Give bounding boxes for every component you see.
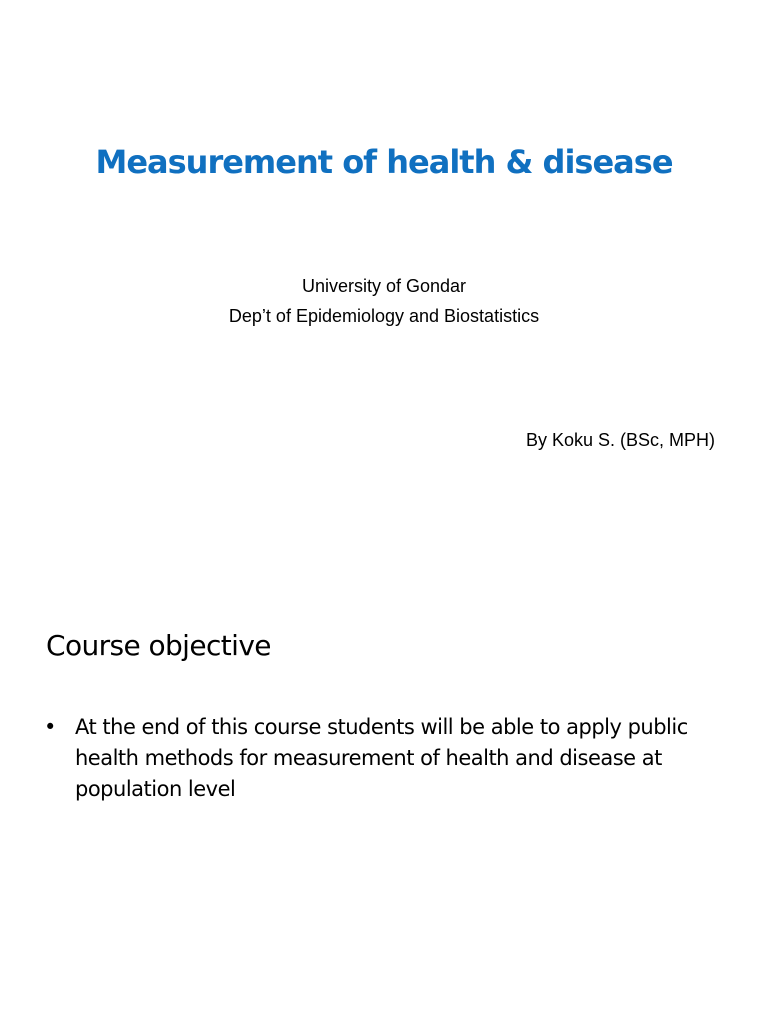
department-name: Dep’t of Epidemiology and Biostatistics bbox=[228, 306, 540, 326]
bullet-text: At the end of this course students will be able to apply public health methods for measurement of health and disease at population level bbox=[75, 715, 688, 801]
bullet-list bbox=[40, 712, 740, 805]
university-name: University of Gondar bbox=[301, 276, 467, 296]
author-credit: By Koku S. (BSc, MPH) bbox=[525, 430, 715, 450]
presentation-title: Measurement of health & disease bbox=[95, 143, 673, 181]
objective-slide bbox=[0, 576, 768, 1024]
bullet-icon: • bbox=[44, 715, 56, 739]
bullet-item bbox=[40, 712, 740, 805]
slide-heading: Course objective bbox=[46, 629, 271, 662]
